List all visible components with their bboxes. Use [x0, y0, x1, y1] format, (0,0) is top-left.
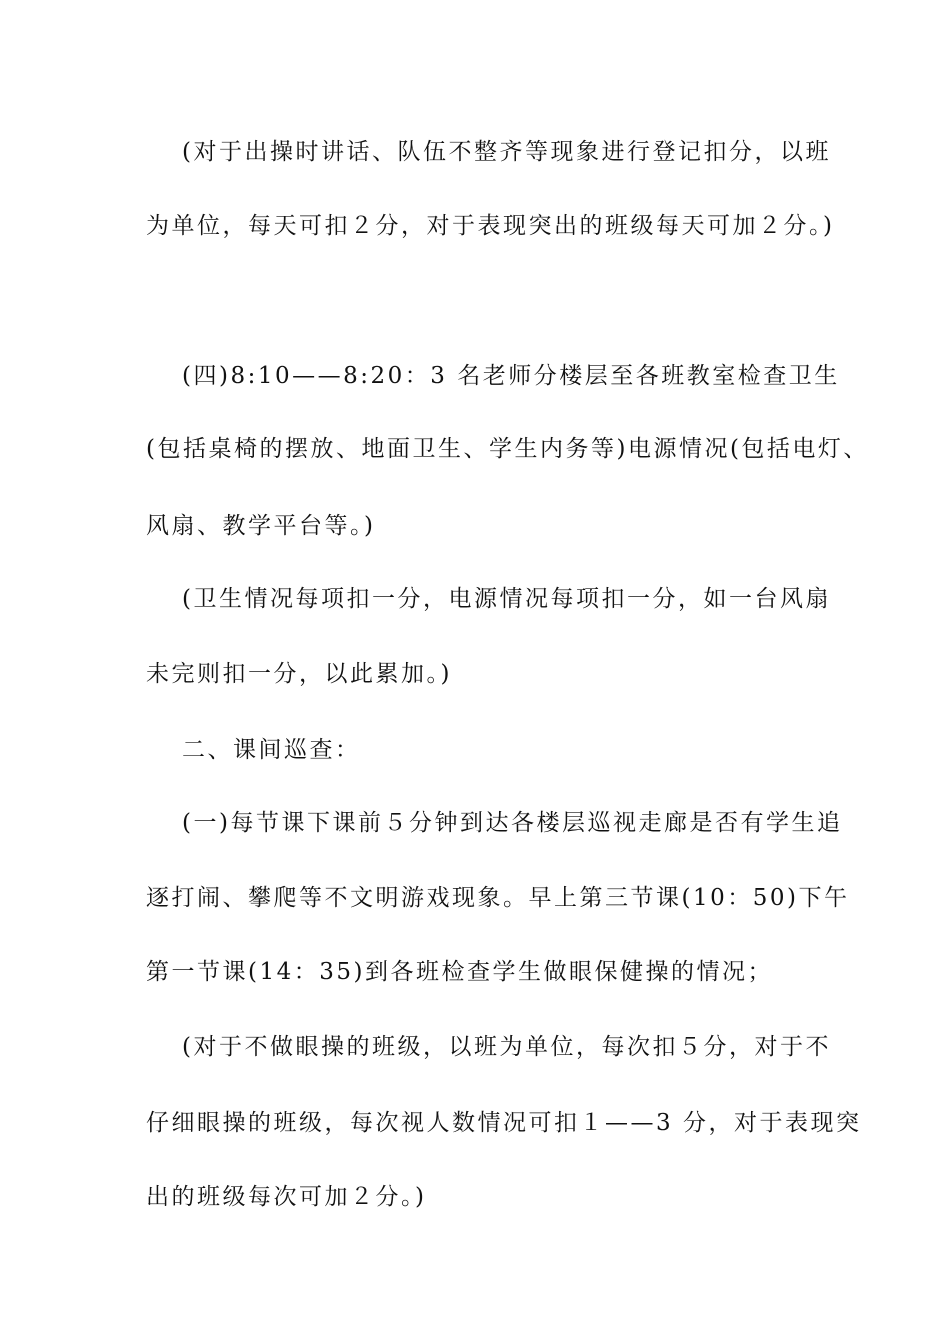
- paragraph-line: 仔细眼操的班级，每次视人数情况可扣１——3 分，对于表现突: [146, 1110, 862, 1136]
- paragraph-line: 第一节课(14：35)到各班检查学生做眼保健操的情况；: [146, 959, 773, 985]
- paragraph-line: 风扇、教学平台等。): [146, 513, 376, 539]
- paragraph-line: 出的班级每次可加２分。): [146, 1184, 427, 1210]
- paragraph-line: (一)每节课下课前５分钟到达各楼层巡视走廊是否有学生追: [182, 810, 843, 836]
- paragraph-line: (包括桌椅的摆放、地面卫生、学生内务等)电源情况(包括电灯、: [146, 436, 869, 462]
- paragraph-line: 未完则扣一分，以此累加。): [146, 661, 452, 687]
- paragraph-line: (四)8:10——8:20：3 名老师分楼层至各班教室检查卫生: [182, 363, 840, 389]
- paragraph-line: (对于不做眼操的班级，以班为单位，每次扣５分，对于不: [182, 1034, 831, 1060]
- paragraph-line: 逐打闹、攀爬等不文明游戏现象。早上第三节课(10：50)下午: [146, 885, 850, 911]
- paragraph-line: (对于出操时讲话、队伍不整齐等现象进行登记扣分，以班: [182, 139, 831, 165]
- paragraph-line: (卫生情况每项扣一分，电源情况每项扣一分，如一台风扇: [182, 586, 831, 612]
- paragraph-line: 为单位，每天可扣２分，对于表现突出的班级每天可加２分。): [146, 213, 835, 239]
- section-heading: 二、课间巡查：: [182, 737, 361, 763]
